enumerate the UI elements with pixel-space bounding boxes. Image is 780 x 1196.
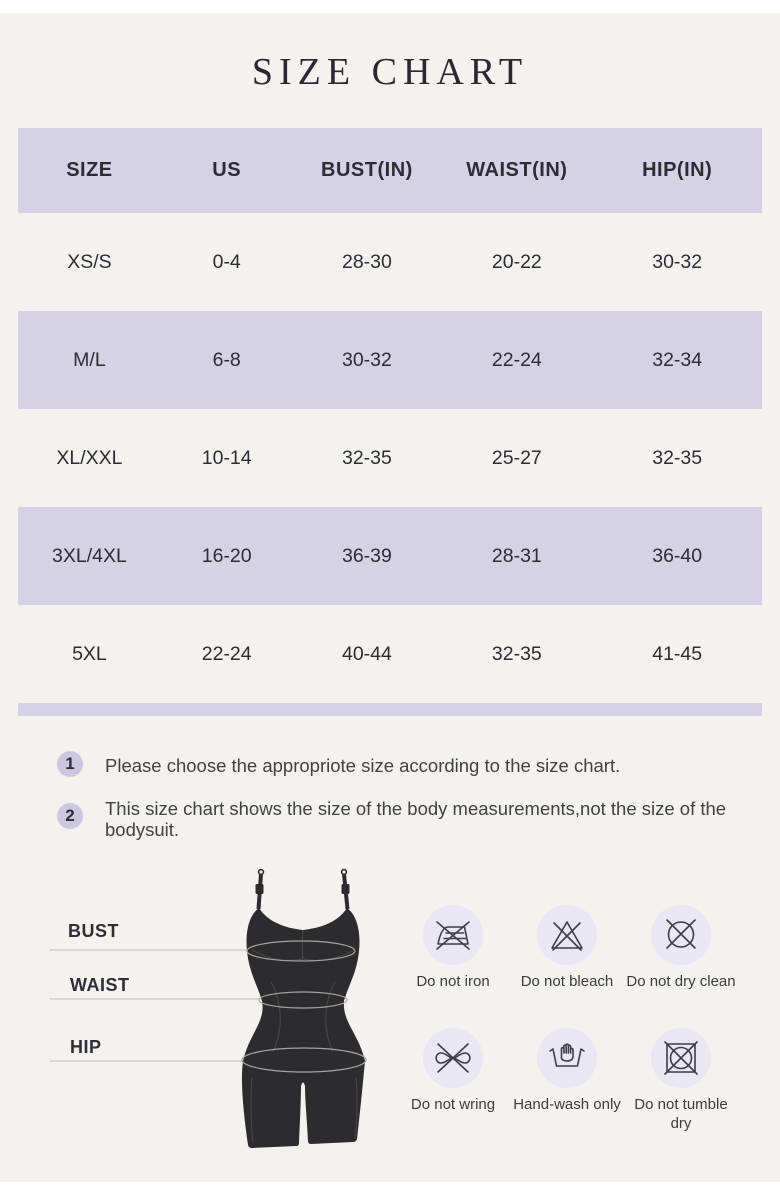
cell-waist: 32-35 (491, 642, 542, 665)
cell-bust: 28-30 (341, 250, 392, 273)
cell-size: XS/S (67, 250, 112, 273)
cell-size: 3XL/4XL (52, 544, 127, 567)
do-not-bleach-icon (545, 913, 589, 957)
header-us: US (212, 159, 242, 181)
care-label: Do not wring (410, 1096, 496, 1113)
cell-hip: 41-45 (652, 642, 703, 665)
header-bust: BUST(IN) (321, 159, 413, 181)
table-row (18, 409, 762, 507)
bust-label: BUST (68, 921, 119, 941)
cell-hip: 32-35 (652, 446, 703, 469)
care-item-do-not-dry-clean (624, 905, 738, 991)
hand-wash-only-icon (545, 1036, 589, 1080)
cell-us: 16-20 (201, 544, 252, 567)
table-bottom-bar (18, 703, 762, 716)
bodysuit-illustration (40, 862, 430, 1162)
cell-waist: 22-24 (491, 348, 542, 371)
cell-size: 5XL (72, 642, 107, 665)
care-label: Do not tumble dry (634, 1096, 728, 1132)
header-hip: HIP(IN) (642, 159, 713, 181)
cell-size: M/L (73, 348, 106, 371)
do-not-iron-icon (431, 913, 475, 957)
care-item-do-not-iron (396, 905, 510, 991)
table-row (18, 311, 762, 409)
note-2-number-badge: 2 (57, 803, 83, 829)
care-label: Do not bleach (520, 973, 614, 990)
cell-bust: 36-39 (341, 544, 392, 567)
cell-waist: 20-22 (491, 250, 542, 273)
waist-label: WAIST (70, 975, 130, 995)
cell-us: 6-8 (212, 348, 241, 371)
note-2-text: This size chart shows the size of the body measurements,not the size of the bodysuit. (105, 798, 727, 840)
bodysuit-straps (256, 870, 350, 909)
do-not-dry-clean-icon (659, 913, 703, 957)
care-item-do-not-wring (396, 1028, 510, 1114)
care-item-hand-wash-only (510, 1028, 624, 1114)
table-row (18, 213, 762, 311)
size-table-header-row (18, 128, 762, 213)
bottom-white-strip (0, 1182, 780, 1196)
hip-label: HIP (70, 1037, 102, 1057)
cell-us: 22-24 (201, 642, 252, 665)
header-waist: WAIST(IN) (466, 159, 568, 181)
cell-size: XL/XXL (56, 446, 123, 469)
cell-us: 10-14 (201, 446, 252, 469)
cell-hip: 36-40 (652, 544, 703, 567)
header-size: SIZE (66, 159, 113, 181)
note-1 (57, 751, 83, 777)
cell-bust: 40-44 (341, 642, 392, 665)
measurement-lines (50, 950, 259, 1061)
size-table (18, 128, 762, 716)
note-1-number-badge: 1 (57, 751, 83, 777)
do-not-wring-icon (431, 1036, 475, 1080)
note-1-text: Please choose the appropriote size according to the size chart. (105, 755, 621, 776)
cell-waist: 25-27 (491, 446, 542, 469)
table-row (18, 605, 762, 703)
do-not-tumble-dry-icon (659, 1036, 703, 1080)
care-item-do-not-tumble-dry (624, 1028, 738, 1133)
care-label: Hand-wash only (513, 1096, 621, 1113)
cell-bust: 32-35 (341, 446, 392, 469)
care-label: Do not iron (416, 973, 490, 990)
page-title: SIZE CHART (251, 51, 529, 93)
cell-waist: 28-31 (491, 544, 542, 567)
note-2 (57, 803, 83, 829)
care-item-do-not-bleach (510, 905, 624, 991)
table-row (18, 507, 762, 605)
cell-hip: 32-34 (652, 348, 703, 371)
cell-bust: 30-32 (341, 348, 392, 371)
cell-hip: 30-32 (652, 250, 703, 273)
cell-us: 0-4 (212, 250, 241, 273)
care-label: Do not dry clean (626, 973, 736, 990)
top-white-strip (0, 0, 780, 13)
